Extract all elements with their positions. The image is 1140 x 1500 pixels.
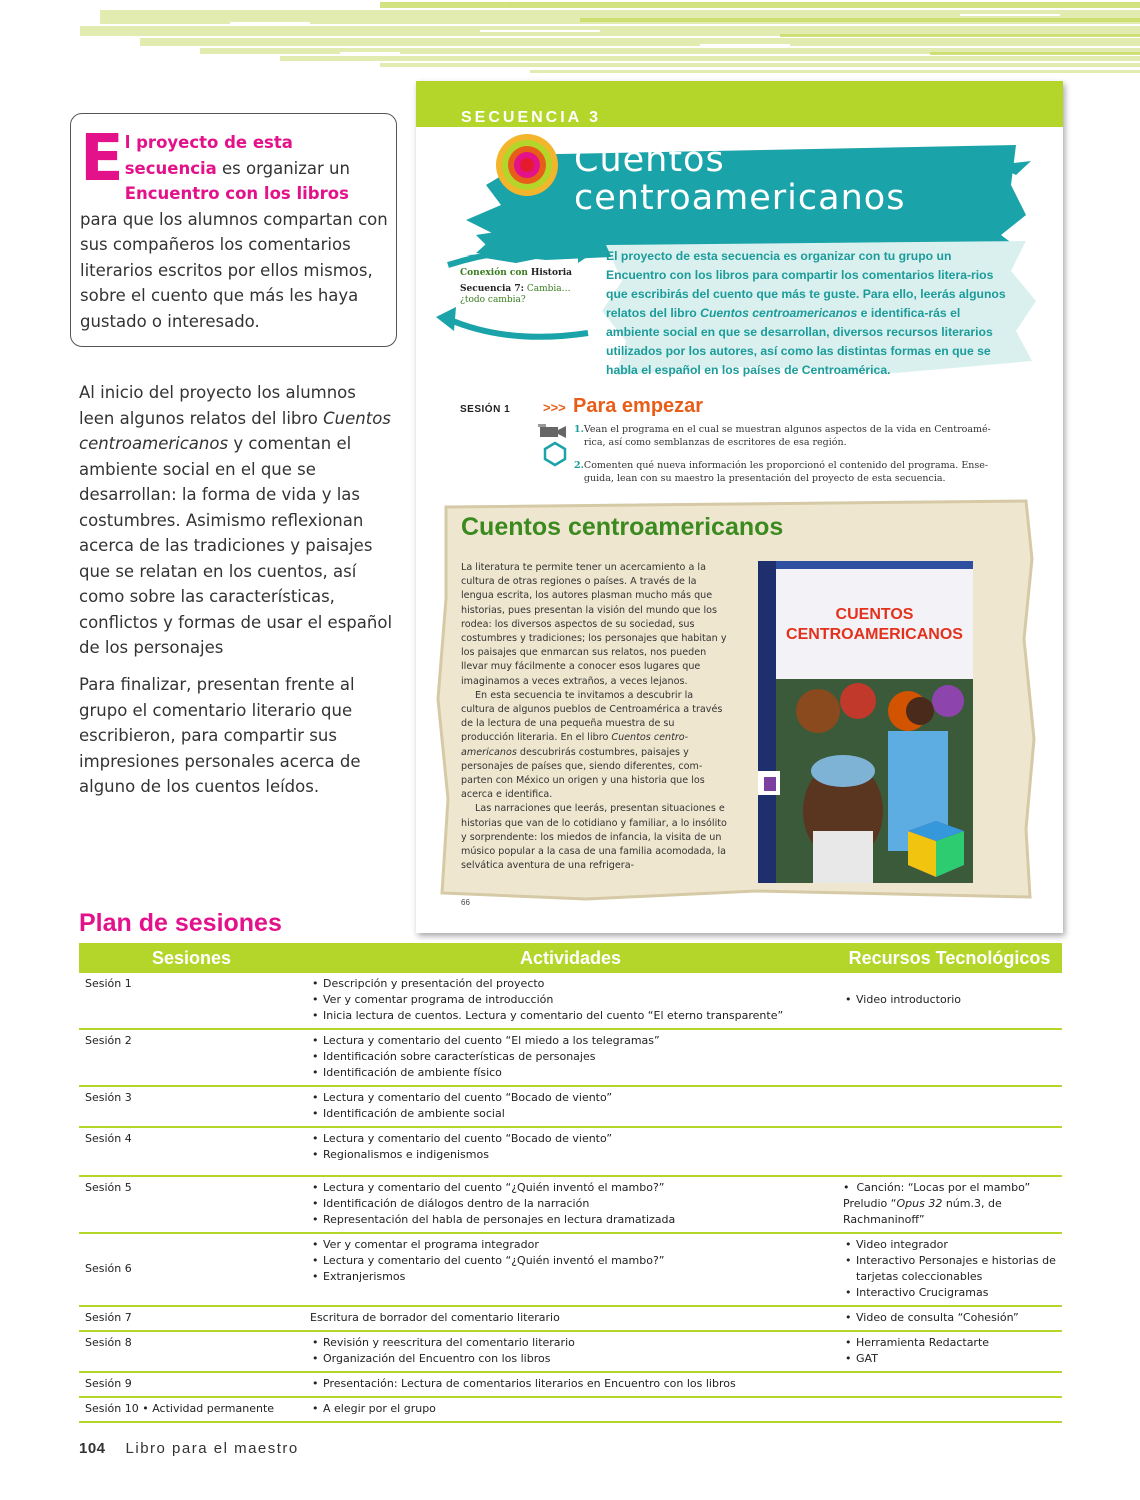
intro-text: es organizar un	[216, 158, 350, 178]
table-row	[79, 1306, 1062, 1331]
column-header: Sesiones	[79, 943, 304, 973]
table-row	[79, 973, 1062, 1029]
interactive-hex-icon	[542, 441, 568, 467]
resources-cell	[837, 1127, 1062, 1176]
page-footer	[79, 1440, 299, 1457]
resource-item: • Herramienta Redactarte	[843, 1335, 1056, 1351]
intro-text-2: para que los alumnos compartan con sus compañeros los comentarios literarios escritos por ellos mismos, sobre el cuento que más les haya gustado o interesado.	[80, 209, 388, 331]
activities-cell	[304, 973, 837, 1029]
footer-label: Libro para el maestro	[125, 1440, 299, 1457]
resource-item: • Interactivo Personajes e historias de tarjetas coleccionables	[843, 1253, 1056, 1285]
decorative-brush-band	[80, 0, 1140, 80]
activity-item: • Lectura y comentario del cuento “¿Quién inventó el mambo?”	[310, 1253, 831, 1269]
activities-cell	[304, 1176, 837, 1233]
activity-item: • Inicia lectura de cuentos. Lectura y comentario del cuento “El eterno transparente”	[310, 1008, 831, 1024]
activities-cell	[304, 1086, 837, 1127]
section-title: Para empezar	[573, 395, 704, 417]
activities-cell	[304, 1397, 837, 1422]
activities-cell	[304, 1127, 837, 1176]
resources-cell	[837, 1176, 1062, 1233]
parchment-paragraph: La literatura te permite tener un acercamiento a la cultura de otras regiones o países. A través de la lengua escrita, los autores plasman mucho más que historias, pues presentan la visión del mundo que los rodea: los diversos aspectos de su sociedad, sus costumbres y tradiciones; los personajes que habitan y los paisajes que enmarcan sus relatos, nos pueden llevar muy fácilmente a conocer esos lugares que imaginamos a veces extraños, a veces lejanos.	[461, 562, 727, 687]
desc-text: e identifica-rás el ambiente social en que se desarrollan, diversos recursos literarios utilizados por los autores, así como las distintas formas en que se habla el español en los países de Centroamérica.	[606, 306, 993, 377]
body-text: y comentan el ambiente social en el que se desarrollan: la forma de vida y las costumbres. Asimismo reflexionan acerca de las tradiciones y paisajes que se relatan en los cuentos, así como sobre las características, conflictos y formas de usar el español de los personajes	[79, 434, 393, 657]
table-row	[79, 1233, 1062, 1306]
activities-cell	[304, 1029, 837, 1086]
activity-item: • Extranjerismos	[310, 1269, 831, 1285]
book-title-line: CUENTOS	[835, 606, 914, 623]
activity-item: • Descripción y presentación del proyecto	[310, 976, 831, 992]
activity-item: • Presentación: Lectura de comentarios literarios en Encuentro con los libros	[310, 1376, 831, 1392]
book-title-line: CENTROAMERICANOS	[786, 626, 963, 643]
resource-item	[843, 1196, 1056, 1228]
resource-item: • Video de consulta “Cohesión”	[843, 1310, 1056, 1326]
conexion-subject: Historia	[530, 268, 572, 278]
activities-cell	[304, 1331, 837, 1372]
intro-highlight-2: Encuentro con los libros	[124, 184, 349, 203]
plan-title: Plan de sesiones	[79, 909, 282, 937]
book-cover-image	[758, 561, 973, 883]
activity-item: • Lectura y comentario del cuento “Bocado de viento”	[310, 1131, 831, 1147]
activity-item: • Revisión y reescritura del comentario literario	[310, 1335, 831, 1351]
table-row	[79, 1029, 1062, 1086]
page-title	[574, 141, 905, 217]
book-cover-title	[776, 605, 973, 645]
session-cell: Sesión 10 • Actividad permanente	[79, 1397, 304, 1422]
activity-item: • Identificación de ambiente social	[310, 1106, 831, 1122]
video-camera-icon	[538, 423, 568, 439]
conexion-ref-title: Cambia… ¿todo cambia?	[460, 284, 571, 305]
session-cell: Sesión 1	[79, 973, 304, 1029]
step-item	[574, 460, 1004, 485]
step-item	[574, 424, 1004, 449]
activity-item: • Ver y comentar el programa integrador	[310, 1237, 831, 1253]
step-text: Comenten qué nueva información les proporcionó el contenido del programa. Ense-guida, lean con su maestro la presentación del proyecto de esta secuencia.	[583, 460, 989, 484]
activity-item: • Lectura y comentario del cuento “El miedo a los telegramas”	[310, 1033, 831, 1049]
resource-text: Preludio “	[843, 1197, 897, 1210]
arrows-marker: >>>	[543, 400, 566, 415]
footer-page-number: 104	[79, 1440, 106, 1457]
desc-book-title: Cuentos centroamericanos	[700, 306, 858, 320]
resource-item: • GAT	[843, 1351, 1056, 1367]
resource-item: • Video introductorio	[843, 992, 1056, 1008]
activity-item: • Representación del habla de personajes en lectura dramatizada	[310, 1212, 831, 1228]
secuencia-label: SECUENCIA 3	[461, 109, 601, 126]
table-row	[79, 1086, 1062, 1127]
step-text: Vean el programa en el cual se muestran algunos aspectos de la vida en Centroamé-rica, así como semblanzas de escritores de esa región.	[583, 424, 991, 448]
parchment-text-span: descubrirás costumbres, paisajes y personajes de países que, siendo diferentes, com-parten con México un origen y una historia que los acerca e identifica.	[461, 746, 705, 801]
table-row	[79, 1176, 1062, 1233]
intro-highlight: l proyecto de esta secuencia	[124, 133, 293, 178]
activities-cell	[304, 1233, 837, 1306]
conexion-label: Conexión con	[460, 268, 528, 278]
step-number: 2.	[574, 460, 584, 471]
parchment-paragraph	[461, 689, 727, 803]
inner-page-number: 66	[461, 898, 470, 907]
activity-item: • Organización del Encuentro con los libros	[310, 1351, 831, 1367]
session-cell: Sesión 3	[79, 1086, 304, 1127]
activities-cell	[304, 1372, 837, 1397]
activity-item: • Identificación de ambiente físico	[310, 1065, 831, 1081]
parchment-text	[461, 561, 727, 873]
body-text: Al inicio del proyecto los alumnos leen algunos relatos del libro	[79, 383, 356, 428]
table-row	[79, 1372, 1062, 1397]
target-icon	[496, 134, 558, 196]
session-cell: Sesión 6	[79, 1233, 304, 1306]
resources-cell	[837, 1086, 1062, 1127]
session-cell: Sesión 5	[79, 1176, 304, 1233]
parchment-book-title: Cuentos centro-americanos	[461, 732, 689, 758]
book-title-italic: Cuentos centroamericanos	[79, 408, 391, 453]
resources-cell	[837, 1029, 1062, 1086]
session-cell: Sesión 9	[79, 1372, 304, 1397]
activity-item: • Identificación sobre características de personajes	[310, 1049, 831, 1065]
session-cell: Sesión 8	[79, 1331, 304, 1372]
column-header: Actividades	[304, 943, 837, 973]
resource-text: núm.3, de Rachmaninoff”	[843, 1197, 1002, 1226]
conexion-ref: Secuencia 7:	[460, 284, 524, 294]
resources-cell	[837, 973, 1062, 1029]
parchment-title: Cuentos centroamericanos	[461, 513, 784, 541]
resource-item: • Video integrador	[843, 1237, 1056, 1253]
resources-cell	[837, 1372, 1062, 1397]
activity-item: • Lectura y comentario del cuento “¿Quién inventó el mambo?”	[310, 1180, 831, 1196]
resources-cell	[837, 1397, 1062, 1422]
parchment-text-span: En esta secuencia te invitamos a descubrir la cultura de algunos pueblos de Centroamérica a través de la lectura de una pequeña muestra de su producción literaria. En el libro	[461, 689, 723, 744]
title-line-1: Cuentos	[574, 140, 725, 180]
body-paragraph-2: Para finalizar, presentan frente al grupo el comentario literario que escribieron, para compartir sus impresiones personales acerca de alguno de los cuentos leídos.	[79, 675, 361, 796]
title-line-2: centroamericanos	[574, 178, 906, 218]
step-number: 1.	[574, 424, 584, 435]
activity-item: • A elegir por el grupo	[310, 1401, 831, 1417]
resource-italic: Opus 32	[896, 1197, 943, 1210]
session-cell: Sesión 2	[79, 1029, 304, 1086]
activity-item: • Lectura y comentario del cuento “Bocado de viento”	[310, 1090, 831, 1106]
desc-text: El proyecto de esta secuencia es organizar con tu grupo un Encuentro con los libros para compartir los comentarios litera-rios que escribirás del cuento que más te guste. Para ello, leerás algunos relatos del libro	[606, 249, 1006, 320]
conexion-box	[460, 268, 580, 306]
table-row	[79, 1127, 1062, 1176]
resources-cell	[837, 1331, 1062, 1372]
activity-item: • Regionalismos e indigenismos	[310, 1147, 831, 1163]
resource-item: • Interactivo Crucigramas	[843, 1285, 1056, 1301]
intro-box	[70, 113, 397, 347]
table-row	[79, 1397, 1062, 1422]
activities-cell: Escritura de borrador del comentario literario	[304, 1306, 837, 1331]
sesion-label: SESIÓN 1	[460, 404, 511, 415]
sessions-table	[79, 943, 1062, 1423]
body-paragraph-1	[79, 380, 395, 661]
resources-cell	[837, 1233, 1062, 1306]
table-row	[79, 1331, 1062, 1372]
resource-item: • Canción: “Locas por el mambo”	[843, 1181, 1031, 1194]
steps-list	[574, 424, 1004, 496]
drop-cap: E	[80, 122, 124, 196]
project-description	[606, 247, 1006, 380]
column-header: Recursos Tecnológicos	[837, 943, 1062, 973]
parchment-paragraph: Las narraciones que leerás, presentan situaciones e historias que van de lo cotidiano y familiar, a lo insólito y sorprendente: los miedos de infancia, la visita de un músico popular a la casa de una familia acomodada, la selvática aventura de una refrigera-	[461, 803, 727, 872]
resource-text: Canción: “Locas por el mambo”	[856, 1181, 1031, 1194]
activity-item: • Ver y comentar programa de introducción	[310, 992, 831, 1008]
resources-cell	[837, 1306, 1062, 1331]
session-cell: Sesión 4	[79, 1127, 304, 1176]
session-cell: Sesión 7	[79, 1306, 304, 1331]
inner-page-scan	[416, 81, 1063, 933]
activity-item: • Identificación de diálogos dentro de la narración	[310, 1196, 831, 1212]
